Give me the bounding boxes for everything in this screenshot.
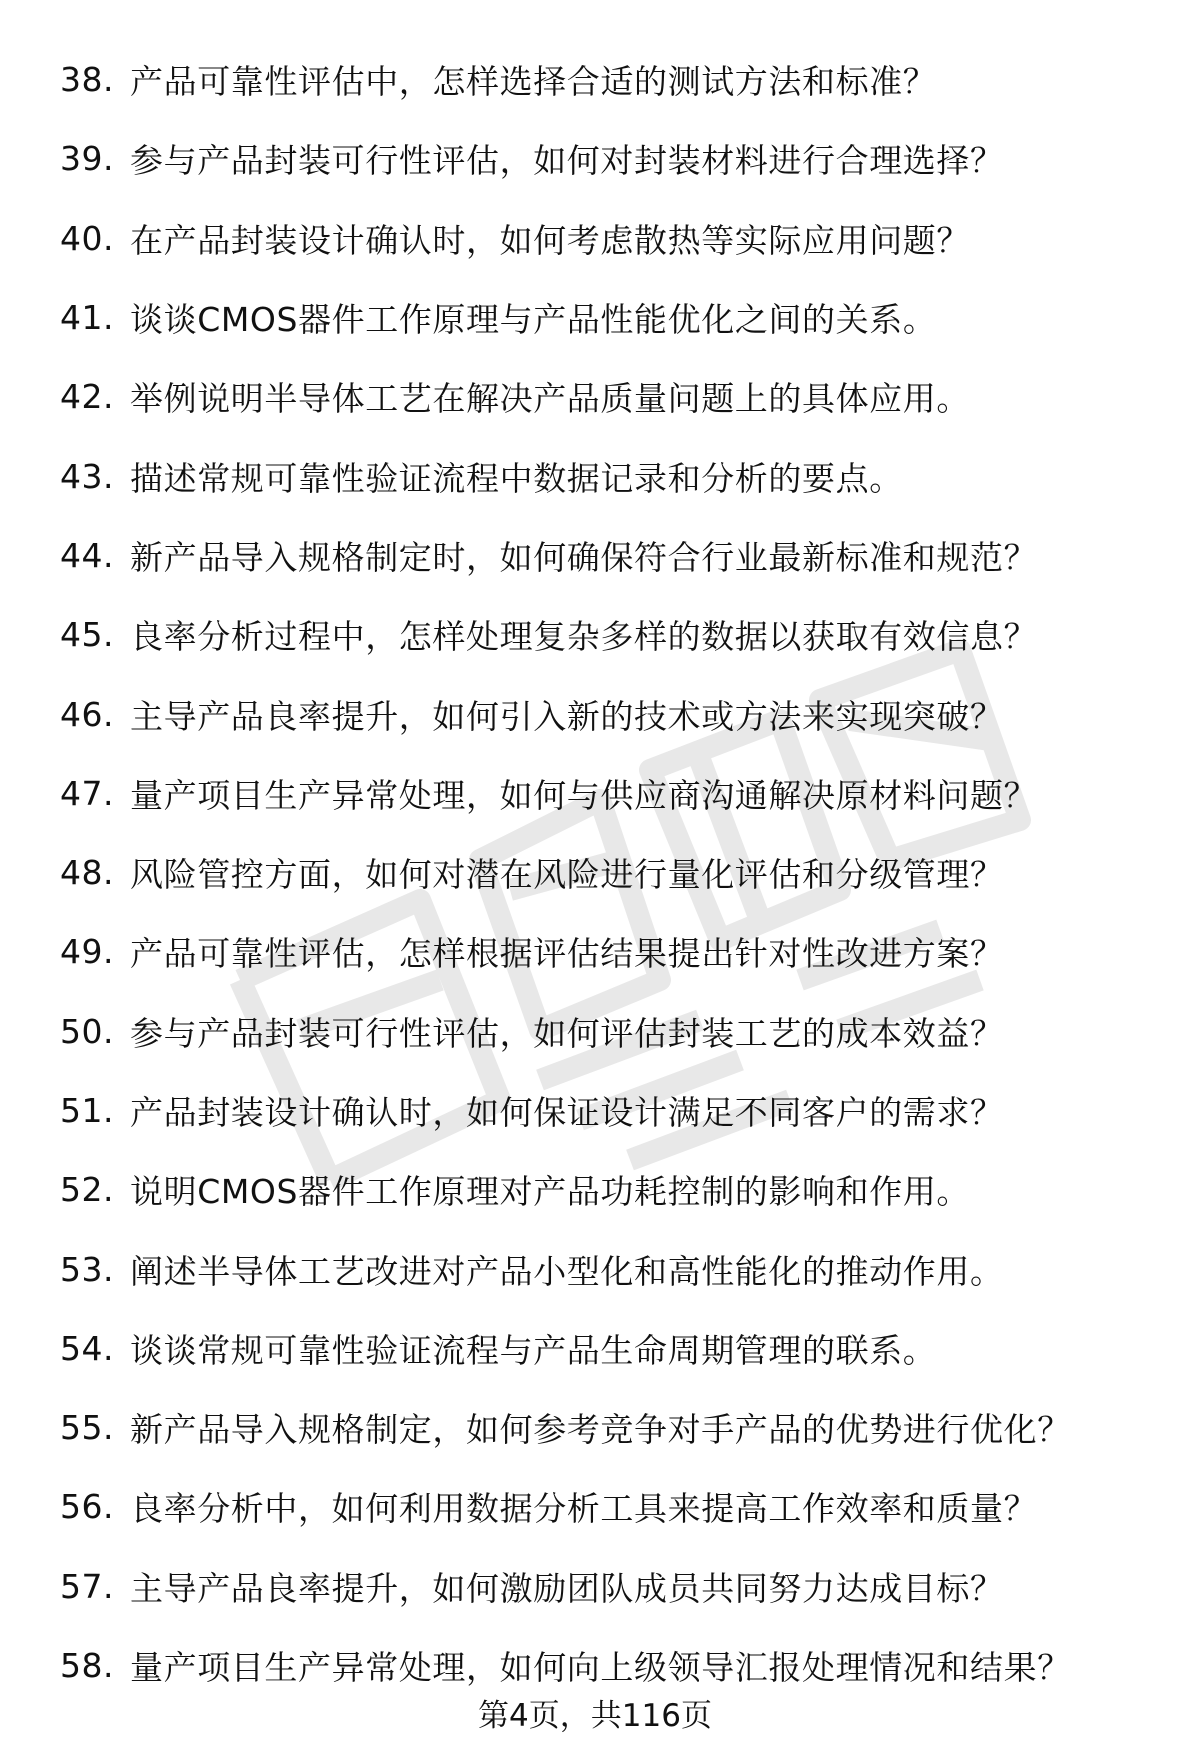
question-item — [0, 595, 1190, 674]
question-text: 良率分析过程中，怎样处理复杂多样的数据以获取有效信息？ — [130, 617, 1038, 657]
question-number: 58. — [60, 1646, 114, 1686]
question-number: 50. — [60, 1011, 114, 1051]
question-item — [0, 278, 1190, 357]
question-item — [0, 357, 1190, 436]
question-item — [0, 1547, 1190, 1626]
question-text: 良率分析中，如何利用数据分析工具来提高工作效率和质量？ — [130, 1489, 1038, 1529]
question-number: 51. — [60, 1091, 114, 1130]
question-text: 谈谈CMOS器件工作原理与产品性能优化之间的关系。 — [130, 300, 937, 340]
question-text: 举例说明半导体工艺在解决产品质量问题上的具体应用。 — [130, 379, 970, 419]
question-text: 说明CMOS器件工作原理对产品功耗控制的影响和作用。 — [130, 1172, 971, 1212]
question-number: 49. — [60, 932, 114, 972]
question-item — [0, 1467, 1190, 1546]
question-number: 45. — [60, 615, 114, 655]
question-number: 43. — [60, 456, 114, 496]
question-number: 38. — [60, 60, 114, 100]
question-text: 量产项目生产异常处理，如何与供应商沟通解决原材料问题？ — [130, 775, 1038, 815]
question-number: 54. — [60, 1328, 114, 1368]
question-number: 46. — [60, 694, 114, 734]
question-item — [0, 1071, 1190, 1150]
question-text: 产品封装设计确认时，如何保证设计满足不同客户的需求？ — [130, 1093, 1004, 1132]
question-text: 量产项目生产异常处理，如何向上级领导汇报处理情况和结果？ — [130, 1648, 1071, 1688]
question-item — [0, 1150, 1190, 1229]
question-text: 新产品导入规格制定，如何参考竞争对手产品的优势进行优化？ — [130, 1410, 1071, 1450]
question-number: 52. — [60, 1170, 114, 1210]
question-item — [0, 912, 1190, 991]
question-item — [0, 199, 1190, 278]
question-text: 描述常规可靠性验证流程中数据记录和分析的要点。 — [130, 458, 903, 498]
question-item — [0, 40, 1190, 119]
question-number: 55. — [60, 1408, 114, 1448]
question-text: 主导产品良率提升，如何引入新的技术或方法来实现突破？ — [130, 696, 1004, 736]
question-number: 57. — [60, 1566, 114, 1606]
question-text: 产品可靠性评估中，怎样选择合适的测试方法和标准？ — [130, 62, 937, 102]
question-item — [0, 119, 1190, 198]
page-number-label: 第4页，共116页 — [478, 1698, 712, 1734]
question-number: 41. — [60, 298, 114, 338]
question-item — [0, 754, 1190, 833]
question-number: 39. — [60, 139, 114, 179]
question-item — [0, 674, 1190, 753]
question-item — [0, 1309, 1190, 1388]
question-text: 参与产品封装可行性评估，如何对封装材料进行合理选择？ — [130, 141, 1004, 181]
question-text: 阐述半导体工艺改进对产品小型化和高性能化的推动作用。 — [130, 1251, 1004, 1291]
question-text: 产品可靠性评估，怎样根据评估结果提出针对性改进方案？ — [130, 934, 1004, 974]
question-number: 56. — [60, 1487, 114, 1527]
question-text: 主导产品良率提升，如何激励团队成员共同努力达成目标？ — [130, 1568, 1004, 1608]
question-text: 在产品封装设计确认时，如何考虑散热等实际应用问题？ — [130, 220, 970, 260]
question-item — [0, 833, 1190, 912]
question-list — [0, 40, 1190, 1705]
question-item — [0, 516, 1190, 595]
question-text: 风险管控方面，如何对潜在风险进行量化评估和分级管理？ — [130, 855, 1004, 895]
question-item — [0, 1388, 1190, 1467]
question-number: 40. — [60, 218, 114, 258]
question-number: 53. — [60, 1249, 114, 1289]
question-text: 参与产品封装可行性评估，如何评估封装工艺的成本效益？ — [130, 1013, 1004, 1053]
question-item — [0, 436, 1190, 515]
question-number: 48. — [60, 853, 114, 893]
page-footer — [0, 1690, 1190, 1735]
question-text: 谈谈常规可靠性验证流程与产品生命周期管理的联系。 — [130, 1330, 937, 1370]
question-item — [0, 1229, 1190, 1308]
question-number: 47. — [60, 773, 114, 813]
question-item — [0, 992, 1190, 1071]
question-number: 44. — [60, 535, 114, 575]
question-number: 42. — [60, 377, 114, 417]
question-text: 新产品导入规格制定时，如何确保符合行业最新标准和规范？ — [130, 537, 1038, 577]
